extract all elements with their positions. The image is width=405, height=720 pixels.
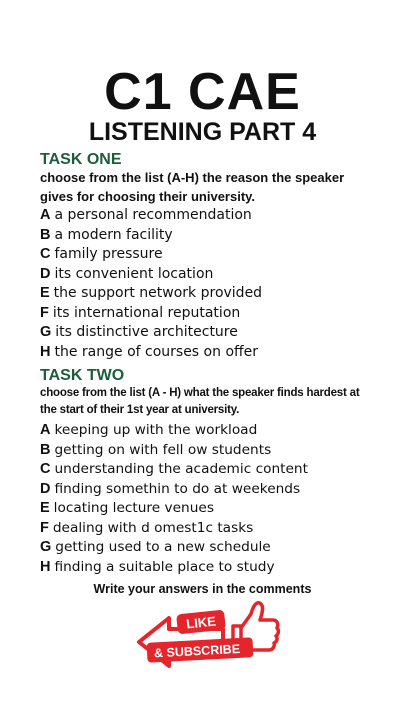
task-two-option: G getting used to a new schedule xyxy=(40,539,271,555)
task-one-option: B a modern facility xyxy=(40,226,173,243)
like-subscribe-graphic xyxy=(135,598,285,676)
page-subtitle: LISTENING PART 4 xyxy=(88,118,317,146)
task-two-option: F dealing with d omest1c tasks xyxy=(40,519,254,536)
comments-note: Write your answers in the comments xyxy=(93,582,312,596)
task-two-option: B getting on with fell ow students xyxy=(40,441,272,458)
task-one-options xyxy=(40,206,262,362)
task-one-option: F its international reputation xyxy=(40,304,241,321)
task-two-option: A keeping up with the workload xyxy=(40,422,258,438)
task-two-options xyxy=(40,421,308,577)
like-label: LIKE xyxy=(185,613,217,632)
task-one-option: D its convenient location xyxy=(40,265,214,282)
task-one-option: C family pressure xyxy=(40,246,163,262)
task-one-instructions: choose from the list (A-H) the reason the speaker gives for choosing their university. xyxy=(40,170,345,204)
task-one-option: E the support network provided xyxy=(40,285,263,301)
page-title: C1 CAE xyxy=(104,63,301,121)
task-two-option: C understanding the academic content xyxy=(40,461,308,477)
task-two-instructions: choose from the list (A - H) what the speaker finds hardest at the start of their 1st year at university. xyxy=(40,387,360,416)
task-two-heading: TASK TWO xyxy=(40,367,125,384)
task-two-option: E locating lecture venues xyxy=(40,500,214,516)
task-one-option: H the range of courses on offer xyxy=(40,343,259,360)
task-two-option: H finding a suitable place to study xyxy=(40,558,275,575)
task-one-option: A a personal recommendation xyxy=(40,207,252,223)
task-one-heading: TASK ONE xyxy=(40,151,122,168)
task-one-option: G its distinctive architecture xyxy=(40,324,238,340)
subscribe-label: & SUBSCRIBE xyxy=(153,641,241,661)
task-two-option: D finding somethin to do at weekends xyxy=(40,480,301,497)
